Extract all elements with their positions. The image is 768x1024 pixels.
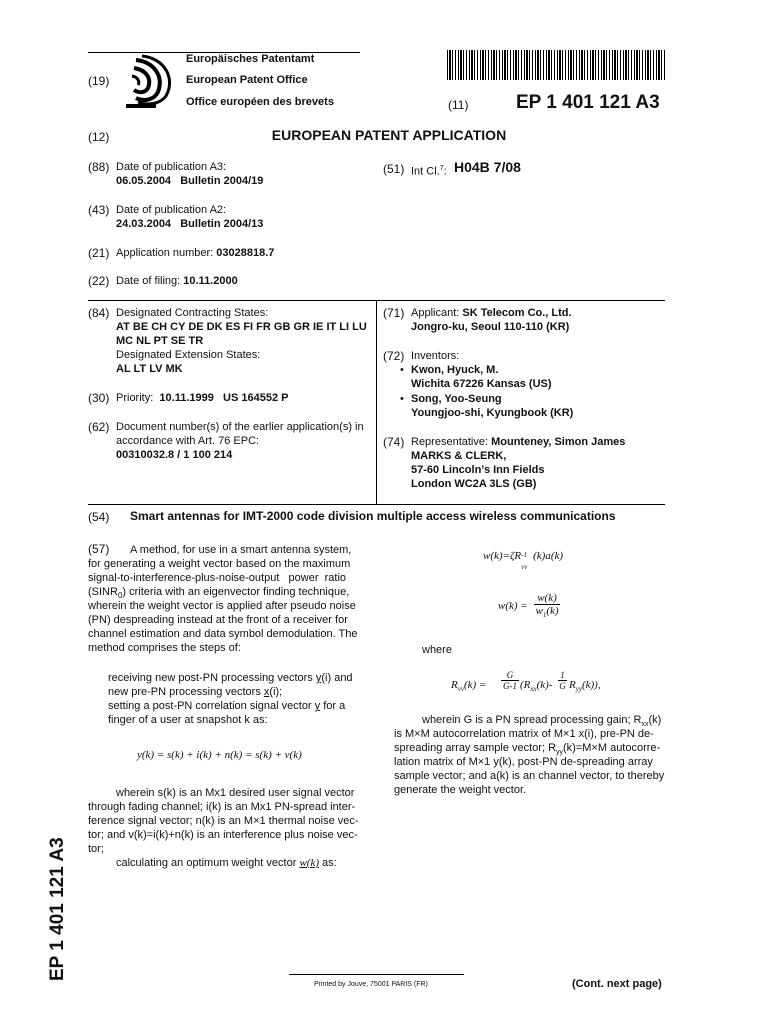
sinr-close: )	[122, 586, 127, 598]
eq2-sup: -1	[521, 551, 527, 559]
eq4-mid	[520, 679, 552, 693]
ryy-sub: yy	[556, 749, 564, 757]
printer-note: Printed by Jouve, 75001 PARIS (FR)	[314, 981, 428, 988]
step2-end: for a	[320, 700, 346, 712]
box-bottom-rule	[88, 504, 665, 505]
applicant-name: SK Telecom Co., Ltd.	[462, 307, 572, 319]
code-51: (51)	[383, 162, 405, 176]
epo-logo-icon	[120, 52, 176, 112]
code-12: (12)	[88, 130, 110, 144]
earlier-value: 00310032.8 / 1 100 214	[116, 449, 233, 461]
applicant-label: Applicant:	[411, 307, 460, 319]
calc-end: as:	[318, 857, 337, 869]
rxx-sub: xx	[641, 721, 649, 729]
step1-text: receiving new post-PN processing vectors	[108, 672, 316, 684]
abstract-p1-line3: signal-to-interference-plus-noise-output power ratio	[88, 572, 347, 584]
inventor-2-name: Song, Yoo-Seung	[411, 393, 502, 405]
invention-title: Smart antennas for IMT-2000 code division multiple access wireless communications	[130, 509, 616, 523]
priority-value: 10.11.1999 US 164552 P	[159, 392, 289, 404]
where1-line4: tor; and v(k)=i(k)+n(k) is an interference plus noise vec-	[88, 829, 358, 841]
code-62: (62)	[88, 420, 110, 434]
abstract-p1-line4-text: criteria with an eigenvector finding technique,	[129, 586, 350, 598]
eq3-den-w: w	[535, 605, 543, 617]
pub-a2-value: 24.03.2004 Bulletin 2004/13	[116, 218, 264, 230]
step2-line2: finger of a user at snapshot k as:	[108, 714, 268, 726]
code-30: (30)	[88, 391, 110, 405]
abstract-p1-line5: wherein the weight vector is applied after pseudo noise	[88, 600, 356, 612]
inventor-1-name: Kwon, Hyuck, M.	[411, 364, 499, 376]
inventors-label: Inventors:	[411, 350, 460, 362]
code-74: (74)	[383, 435, 405, 449]
eq4-end-text: (k)),	[581, 679, 601, 691]
code-54: (54)	[88, 510, 110, 524]
side-publication-number: EP 1 401 121 A3	[47, 837, 68, 981]
equation-4	[451, 670, 631, 700]
where1-line2: through fading channel; i(k) is an Mx1 PN-spread inter-	[88, 801, 356, 813]
right-line2: is M×M autocorrelation matrix of M×1 x(i), pre-PN de-	[394, 728, 654, 740]
eq4-end-sub: yy	[575, 685, 582, 694]
step1-end: (i) and	[321, 672, 353, 684]
states-line2: MC NL PT SE TR	[116, 335, 204, 347]
code-72: (72)	[383, 349, 405, 363]
abstract-p1-line2: for generating a weight vector based on the maximum	[88, 558, 351, 570]
int-cl	[411, 162, 447, 179]
eq3-lhs: w(k) =	[498, 600, 528, 612]
pub-a2-label: Date of publication A2:	[116, 204, 227, 216]
calc-line	[116, 856, 337, 870]
abstract-p1-line8: method comprises the steps of:	[88, 642, 241, 654]
code-84: (84)	[88, 306, 110, 320]
where-word: where	[422, 644, 452, 656]
filing-date-label: Date of filing:	[116, 275, 181, 287]
right-line6: generate the weight vector.	[394, 784, 527, 796]
office-name-de: Europäisches Patentamt	[186, 53, 315, 65]
sinr-label: (SINR	[88, 586, 118, 598]
eq4-end-r: R	[569, 679, 576, 691]
inventor-1-address: Wichita 67226 Kansas (US)	[411, 378, 552, 390]
ext-states-label: Designated Extension States:	[116, 349, 261, 361]
application-number	[116, 246, 274, 260]
eq4-mid-end: (k)-	[536, 679, 553, 691]
int-cl-colon: :	[443, 165, 447, 178]
code-21: (21)	[88, 246, 110, 260]
priority	[116, 391, 288, 405]
calc-var: w(k)	[299, 857, 319, 869]
eq4-frac1-den: G-1	[503, 681, 517, 691]
abstract-p1-line7: channel estimation and data symbol demodulation. The	[88, 628, 358, 640]
code-43: (43)	[88, 203, 110, 217]
right-line1-text: wherein G is a PN spread processing gain; R	[422, 714, 642, 726]
eq3-numerator: w(k)	[534, 592, 560, 605]
continued-note: (Cont. next page)	[572, 978, 662, 990]
eq4-mid-r: (R	[520, 679, 531, 691]
eq4-lhs	[451, 679, 486, 693]
eq3-fraction	[534, 592, 560, 619]
application-number-value: 03028818.7	[216, 247, 275, 259]
eq4-frac2	[558, 670, 567, 691]
abstract-p1-line6: (PN) despreading instead at the front of a receiver for	[88, 614, 348, 626]
equation-2	[483, 550, 564, 571]
step1b-end: (i);	[269, 686, 283, 698]
step2-var: y	[314, 700, 321, 712]
rxx-end: (k)	[648, 714, 662, 726]
sinr-sub: 0	[117, 591, 123, 601]
inventor-bullet-1: •	[400, 364, 404, 376]
eq4-mid-sub: xx	[530, 685, 537, 694]
abstract-p1-line1: A method, for use in a smart antenna system,	[130, 544, 352, 556]
representative-name: Mounteney, Simon James	[491, 436, 626, 448]
box-divider	[376, 300, 377, 504]
eq4-frac2-den: G	[559, 681, 566, 691]
filing-date-value: 10.11.2000	[183, 275, 238, 287]
representative	[411, 435, 625, 449]
eq2-rhs: (k)a(k)	[533, 550, 564, 562]
right-line5: sample vector; and a(k) is an channel vector, to thereby	[394, 770, 665, 782]
eq4-r: R	[451, 679, 458, 691]
step2-text: setting a post-PN correlation signal vector	[108, 700, 315, 712]
code-19: (19)	[88, 74, 110, 88]
eq4-r-sub: vv	[457, 685, 464, 694]
calc-text: calculating an optimum weight vector	[116, 857, 300, 869]
eq3-den-end: (k)	[546, 605, 559, 617]
code-22: (22)	[88, 274, 110, 288]
earlier-line2: accordance with Art. 76 EPC:	[116, 435, 260, 447]
document-type: EUROPEAN PATENT APPLICATION	[271, 127, 507, 143]
eq2-lhs: w(k)=ζR	[483, 550, 522, 562]
earlier-line1: Document number(s) of the earlier application(s) in	[116, 421, 364, 433]
representative-line2: MARKS & CLERK,	[411, 450, 507, 462]
eq4-frac2-num: 1	[558, 670, 567, 681]
office-name-en: European Patent Office	[186, 74, 308, 86]
step1-var: y	[315, 672, 322, 684]
code-57: (57)	[88, 542, 110, 556]
representative-label: Representative:	[411, 436, 489, 448]
eq4-frac1	[501, 670, 519, 691]
where1-line5: tor;	[88, 843, 104, 855]
application-number-label: Application number:	[116, 247, 214, 259]
barcode-icon	[447, 50, 665, 80]
eq3-denominator	[534, 605, 560, 619]
step2-line1	[108, 699, 345, 713]
eq3-den-sub: 1	[542, 611, 547, 620]
int-cl-sup: 7	[439, 165, 444, 172]
code-71: (71)	[383, 306, 405, 320]
step1b-text: new pre-PN processing vectors	[108, 686, 264, 698]
representative-line3: 57-60 Lincoln’s Inn Fields	[411, 464, 545, 476]
representative-line4: London WC2A 3LS (GB)	[411, 478, 537, 490]
filing-date	[116, 274, 238, 288]
pub-a3-value: 06.05.2004 Bulletin 2004/19	[116, 175, 264, 187]
eq2-sub: vv	[521, 563, 528, 571]
int-cl-value: H04B 7/08	[454, 159, 521, 175]
inventor-2-address: Youngjoo-shi, Kyungbook (KR)	[411, 407, 574, 419]
eq4-end	[569, 679, 601, 693]
states-line1: AT BE CH CY DE DK ES FI FR GB GR IE IT LI LU	[116, 321, 367, 333]
inventor-bullet-2: •	[400, 393, 404, 405]
priority-label: Priority:	[116, 392, 154, 404]
footer-rule	[289, 974, 464, 975]
int-cl-label: Int Cl.	[411, 165, 440, 178]
equation-1: y(k) = s(k) + i(k) + n(k) = s(k) + v(k)	[137, 749, 302, 761]
right-line4: lation matrix of M×1 y(k), post-PN de-spreading array	[394, 756, 653, 768]
code-88: (88)	[88, 160, 110, 174]
where1-line1: wherein s(k) is an Mx1 desired user signal vector	[116, 787, 355, 799]
eq4-frac1-num: G	[501, 670, 519, 681]
office-name-fr: Office européen des brevets	[186, 96, 334, 108]
states-label: Designated Contracting States:	[116, 307, 269, 319]
code-11: (11)	[448, 98, 469, 112]
step1b-var: x	[263, 686, 270, 698]
right-line3-text: spreading array sample vector; R	[394, 742, 557, 754]
ext-states-value: AL LT LV MK	[116, 363, 183, 375]
eq4-lhs-end: (k) =	[463, 679, 487, 691]
where1-line3: ference signal vector; n(k) is an M×1 thermal noise vec-	[88, 815, 359, 827]
step1-line1	[108, 671, 353, 685]
applicant-address: Jongro-ku, Seoul 110-110 (KR)	[411, 321, 570, 333]
applicant	[411, 306, 572, 320]
ryy-end: (k)=M×M autocorre-	[563, 742, 661, 754]
publication-number: EP 1 401 121 A3	[516, 92, 660, 113]
step1-line2	[108, 685, 282, 699]
pub-a3-label: Date of publication A3:	[116, 161, 227, 173]
